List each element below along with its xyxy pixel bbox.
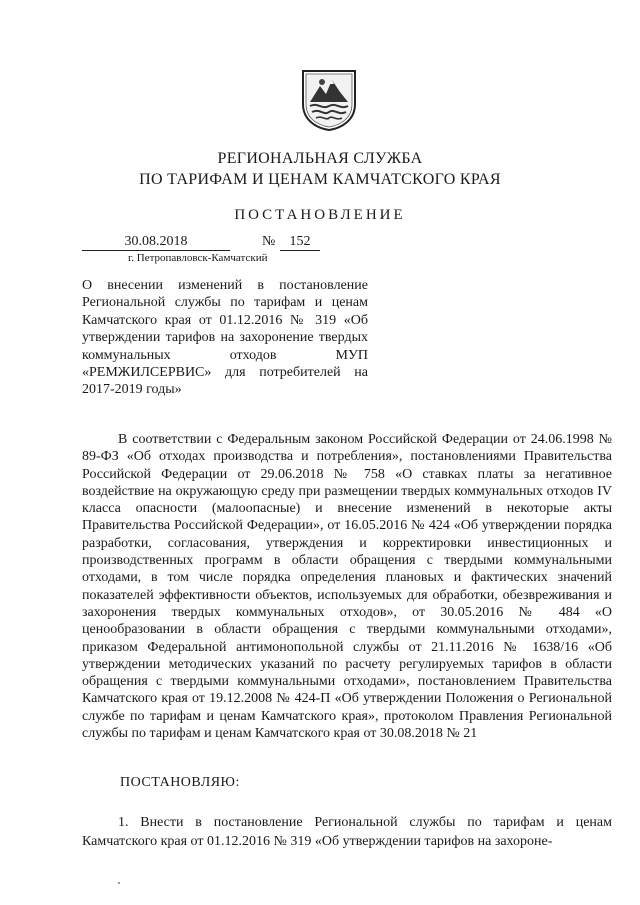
decree-item-1 <box>82 813 612 851</box>
preamble-text: В соответствии с Федеральным законом Российской Федерации от 24.06.1998 № 89-ФЗ «Об отходах производства и потребления», постановлениями Правительства Российской Федерации от 29.06.2018 № 758 «О ставках платы за негативное воздействие на окружающую среду при размещении твердых коммунальных отходов IV класса опасности (малоопасные) и внесение изменений в некоторые акты Правительства Российской Федерации», от 16.05.2016 № 424 «Об утверждении порядка разработки, согласования, утверждения и корректировки инвестиционных и производственных программ в области обращения с твердыми коммунальными отходами, в том числе порядка определения плановых и фактических значений показателей эффективности объектов, используемых для обработки, обезвреживания и захоронения твердых коммунальных отходов», от 30.05.2016 № 484 «О ценообразовании в области обращения с твердыми коммунальными отходами», приказом Федеральной антимонопольной службы от 21.11.2016 № 1638/16 «Об утверждении методических указаний по расчету регулируемых тарифов в области обращения с твердыми коммунальными отходами», постановлением Правительства Камчатского края от 19.12.2008 № 424-П «Об утверждении Положения о Региональной службе по тарифам и ценам Камчатского края», протоколом Правления Региональной службы по тарифам и ценам Камчатского края от 30.08.2018 № 21 <box>82 432 612 742</box>
preamble-paragraph <box>82 431 612 742</box>
organization-name-line1: РЕГИОНАЛЬНАЯ СЛУЖБА <box>217 150 423 167</box>
coat-of-arms-icon <box>300 68 358 132</box>
scan-speck <box>118 882 120 884</box>
document-number: 152 <box>280 234 320 251</box>
decree-item-1-text: 1. Внести в постановление Региональной службы по тарифам и ценам Камчатского края от 01.12.2016 № 319 «Об утверждении тарифов на захороне- <box>82 815 612 849</box>
decree-word: ПОСТАНОВЛЯЮ: <box>120 775 240 790</box>
document-subject: О внесении изменений в постановление Региональной службы по тарифам и ценам Камчатского края от 01.12.2016 № 319 «Об утверждении тарифов на захоронение твердых коммунальных отходов МУП «РЕМЖИЛСЕРВИС» для потребителей на 2017-2019 годы» <box>82 278 368 398</box>
organization-name-line2: ПО ТАРИФАМ И ЦЕНАМ КАМЧАТСКОГО КРАЯ <box>139 171 501 188</box>
issue-city: г. Петропавловск-Камчатский <box>128 252 268 264</box>
number-sign: № <box>262 234 276 249</box>
document-date: 30.08.2018 <box>82 234 230 251</box>
document-type-title: ПОСТАНОВЛЕНИЕ <box>234 207 406 223</box>
